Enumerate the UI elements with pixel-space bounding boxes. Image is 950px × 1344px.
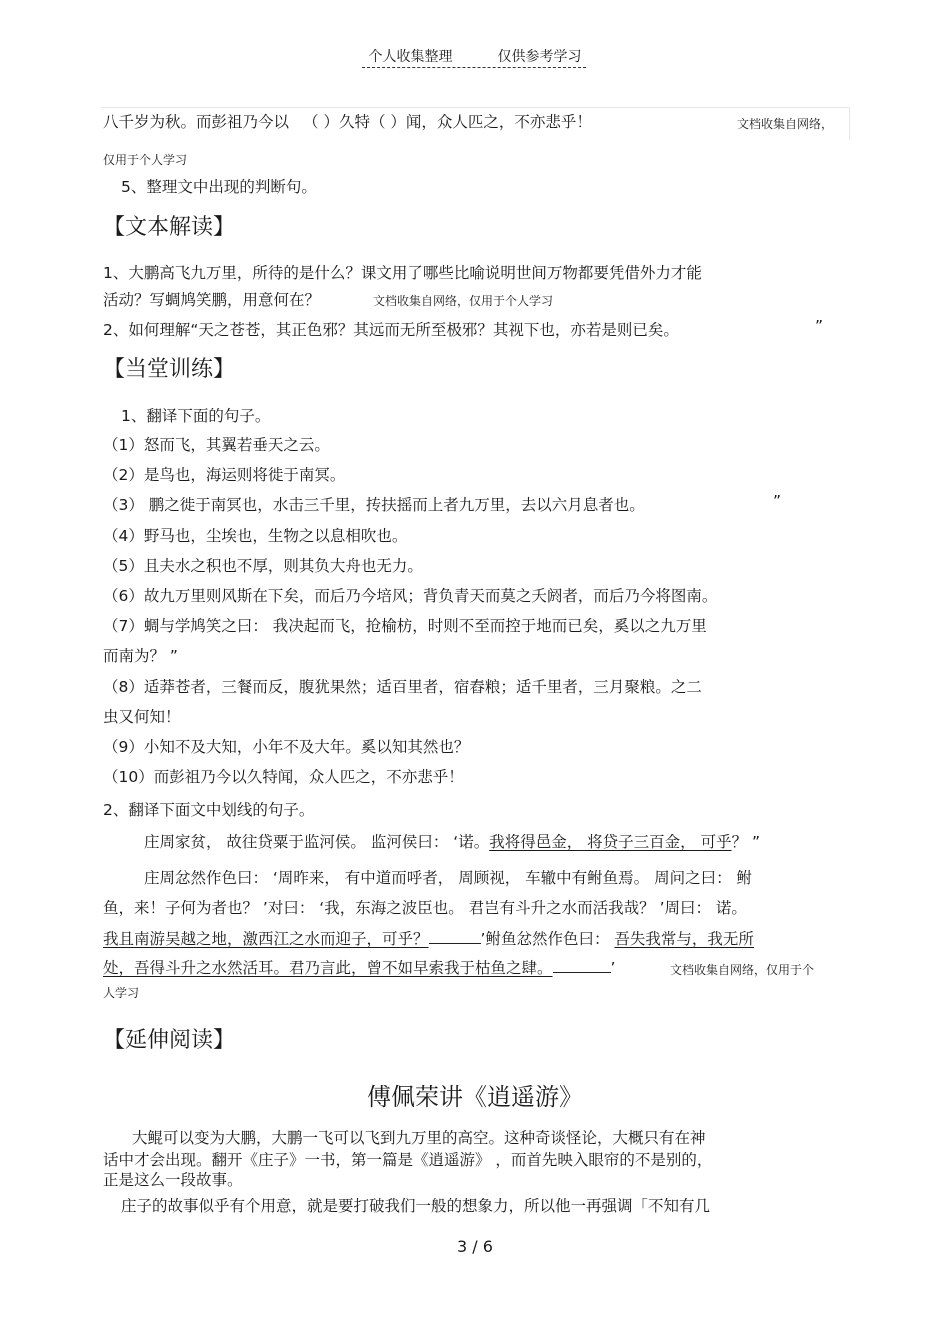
underlined-sentence: 吾失我常与，我无所	[614, 930, 754, 948]
underlined-sentence: 处，吾得斗升之水然活耳。君乃言此，曾不如早索我于枯鱼之肆。	[103, 959, 553, 977]
passage-line-2: 庄周忿然作色曰： ‘周昨来， 有中道而呼者， 周顾视， 车辙中有鲋鱼焉。 周问之曰： 鲋	[144, 869, 752, 887]
reading-para1-line1: 大鲲可以变为大鹏，大鹏一飞可以飞到九万里的高空。这种奇谈怪论，大概只有在神	[132, 1129, 706, 1147]
text-span: 八千岁为秋。而彭祖乃今以	[103, 113, 290, 131]
text-span: （ ）久特（ ）闻，众人匹之，不亦悲乎！	[303, 113, 592, 131]
sentence-8-line2: 虫又何知！	[103, 708, 181, 726]
header-right: 仅供参考学习	[497, 49, 582, 65]
jiedu-q1-line1: 1、大鹏高飞九万里，所待的是什么？课文用了哪些比喻说明世间万物都要凭借外力才能	[103, 264, 702, 282]
passage-line-1	[144, 832, 760, 852]
underlined-sentence: 我将得邑金， 将贷子三百金， 可乎	[489, 833, 732, 851]
source-note: 仅用于个人学习	[103, 153, 188, 167]
jiedu-q1-line2: 活动？写蜩鸠笑鹏，用意何在？	[103, 291, 321, 309]
section-title-yanshen: 【延伸阅读】	[103, 1028, 236, 1053]
sentence-8-line1: （8）适莽苍者，三餐而反，腹犹果然；适百里者，宿舂粮；适千里者，三月聚粮。之二	[103, 678, 702, 696]
sentence-2: （2）是鸟也，海运则将徙于南冥。	[103, 466, 346, 484]
text-span: 庄周家贫， 故往贷粟于监河侯。 监河侯曰： ‘诺。	[144, 833, 490, 851]
section-title-jiedu: 【文本解读】	[103, 215, 236, 240]
reading-title: 傅佩荣讲《逍遥游》	[367, 1083, 583, 1111]
page-number: 3 / 6	[457, 1237, 493, 1256]
sentence-9: （9）小知不及大知，小年不及大年。奚以知其然也？	[103, 738, 470, 756]
underlined-sentence: 我且南游吴越之地，激西江之水而迎子，可乎？	[103, 930, 429, 948]
text-span: ’鲋鱼忿然作色曰：	[480, 930, 615, 948]
passage-line-5	[103, 958, 615, 978]
header-underline	[362, 67, 586, 68]
passage-line-4	[103, 929, 754, 949]
text-line	[103, 112, 592, 132]
jiedu-q2: 2、如何理解“天之苍苍，其正色邪？其远而无所至极邪？其视下也，亦若是则已矣。	[103, 321, 679, 339]
training-q2: 2、翻译下面文中划线的句子。	[103, 801, 315, 819]
training-q1: 1、翻译下面的句子。	[121, 407, 271, 425]
quote-mark: ”	[815, 317, 824, 335]
section-title-xunlian: 【当堂训练】	[103, 357, 236, 382]
sentence-7-line2: 而南为？ ”	[103, 647, 178, 665]
text-span: ’	[610, 959, 616, 977]
sentence-5: （5）且夫水之积也不厚，则其负大舟也无力。	[103, 557, 423, 575]
text-span: ？ ”	[731, 833, 761, 851]
source-note: 人学习	[103, 986, 140, 1000]
source-note: 文档收集自网络，仅用于个	[670, 963, 815, 977]
page-header	[0, 46, 950, 66]
sentence-3: （3） 鹏之徙于南冥也，水击三千里，抟扶摇而上者九万里，去以六月息者也。	[103, 496, 645, 514]
source-note: 文档收集自网络，仅用于个人学习	[373, 294, 554, 308]
reading-para2-line1: 庄子的故事似乎有个用意，就是要打破我们一般的想象力，所以他一再强调「不知有几	[121, 1197, 711, 1215]
sentence-1: （1）怒而飞，其翼若垂天之云。	[103, 436, 330, 454]
sentence-7-line1: （7）蜩与学鸠笑之曰： 我决起而飞，抢榆枋，时则不至而控于地而已矣，奚以之九万里	[103, 617, 707, 635]
sentence-6: （6）故九万里则风斯在下矣，而后乃今培风；背负青天而莫之夭阏者，而后乃今将图南。	[103, 587, 718, 605]
sentence-4: （4）野马也，尘埃也，生物之以息相吹也。	[103, 527, 408, 545]
question-5: 5、整理文中出现的判断句。	[121, 178, 317, 196]
reading-para1-line3: 正是这么一段故事。	[103, 1171, 243, 1189]
source-note: 文档收集自网络，	[737, 117, 834, 131]
header-left: 个人收集整理	[368, 49, 453, 65]
passage-line-3: 鱼，来！子何为者也？ ’对曰： ‘我，东海之波臣也。 君岂有斗升之水而活我哉？ ’周曰： 诺。	[103, 899, 747, 917]
quote-mark: ”	[773, 492, 782, 510]
reading-para1-line2: 话中才会出现。翻开《庄子》一书，第一篇是《逍遥游》 ，而首先映入眼帘的不是别的，	[103, 1151, 713, 1169]
sentence-10: （10）而彭祖乃今以久特闻，众人匹之，不亦悲乎！	[103, 768, 464, 786]
